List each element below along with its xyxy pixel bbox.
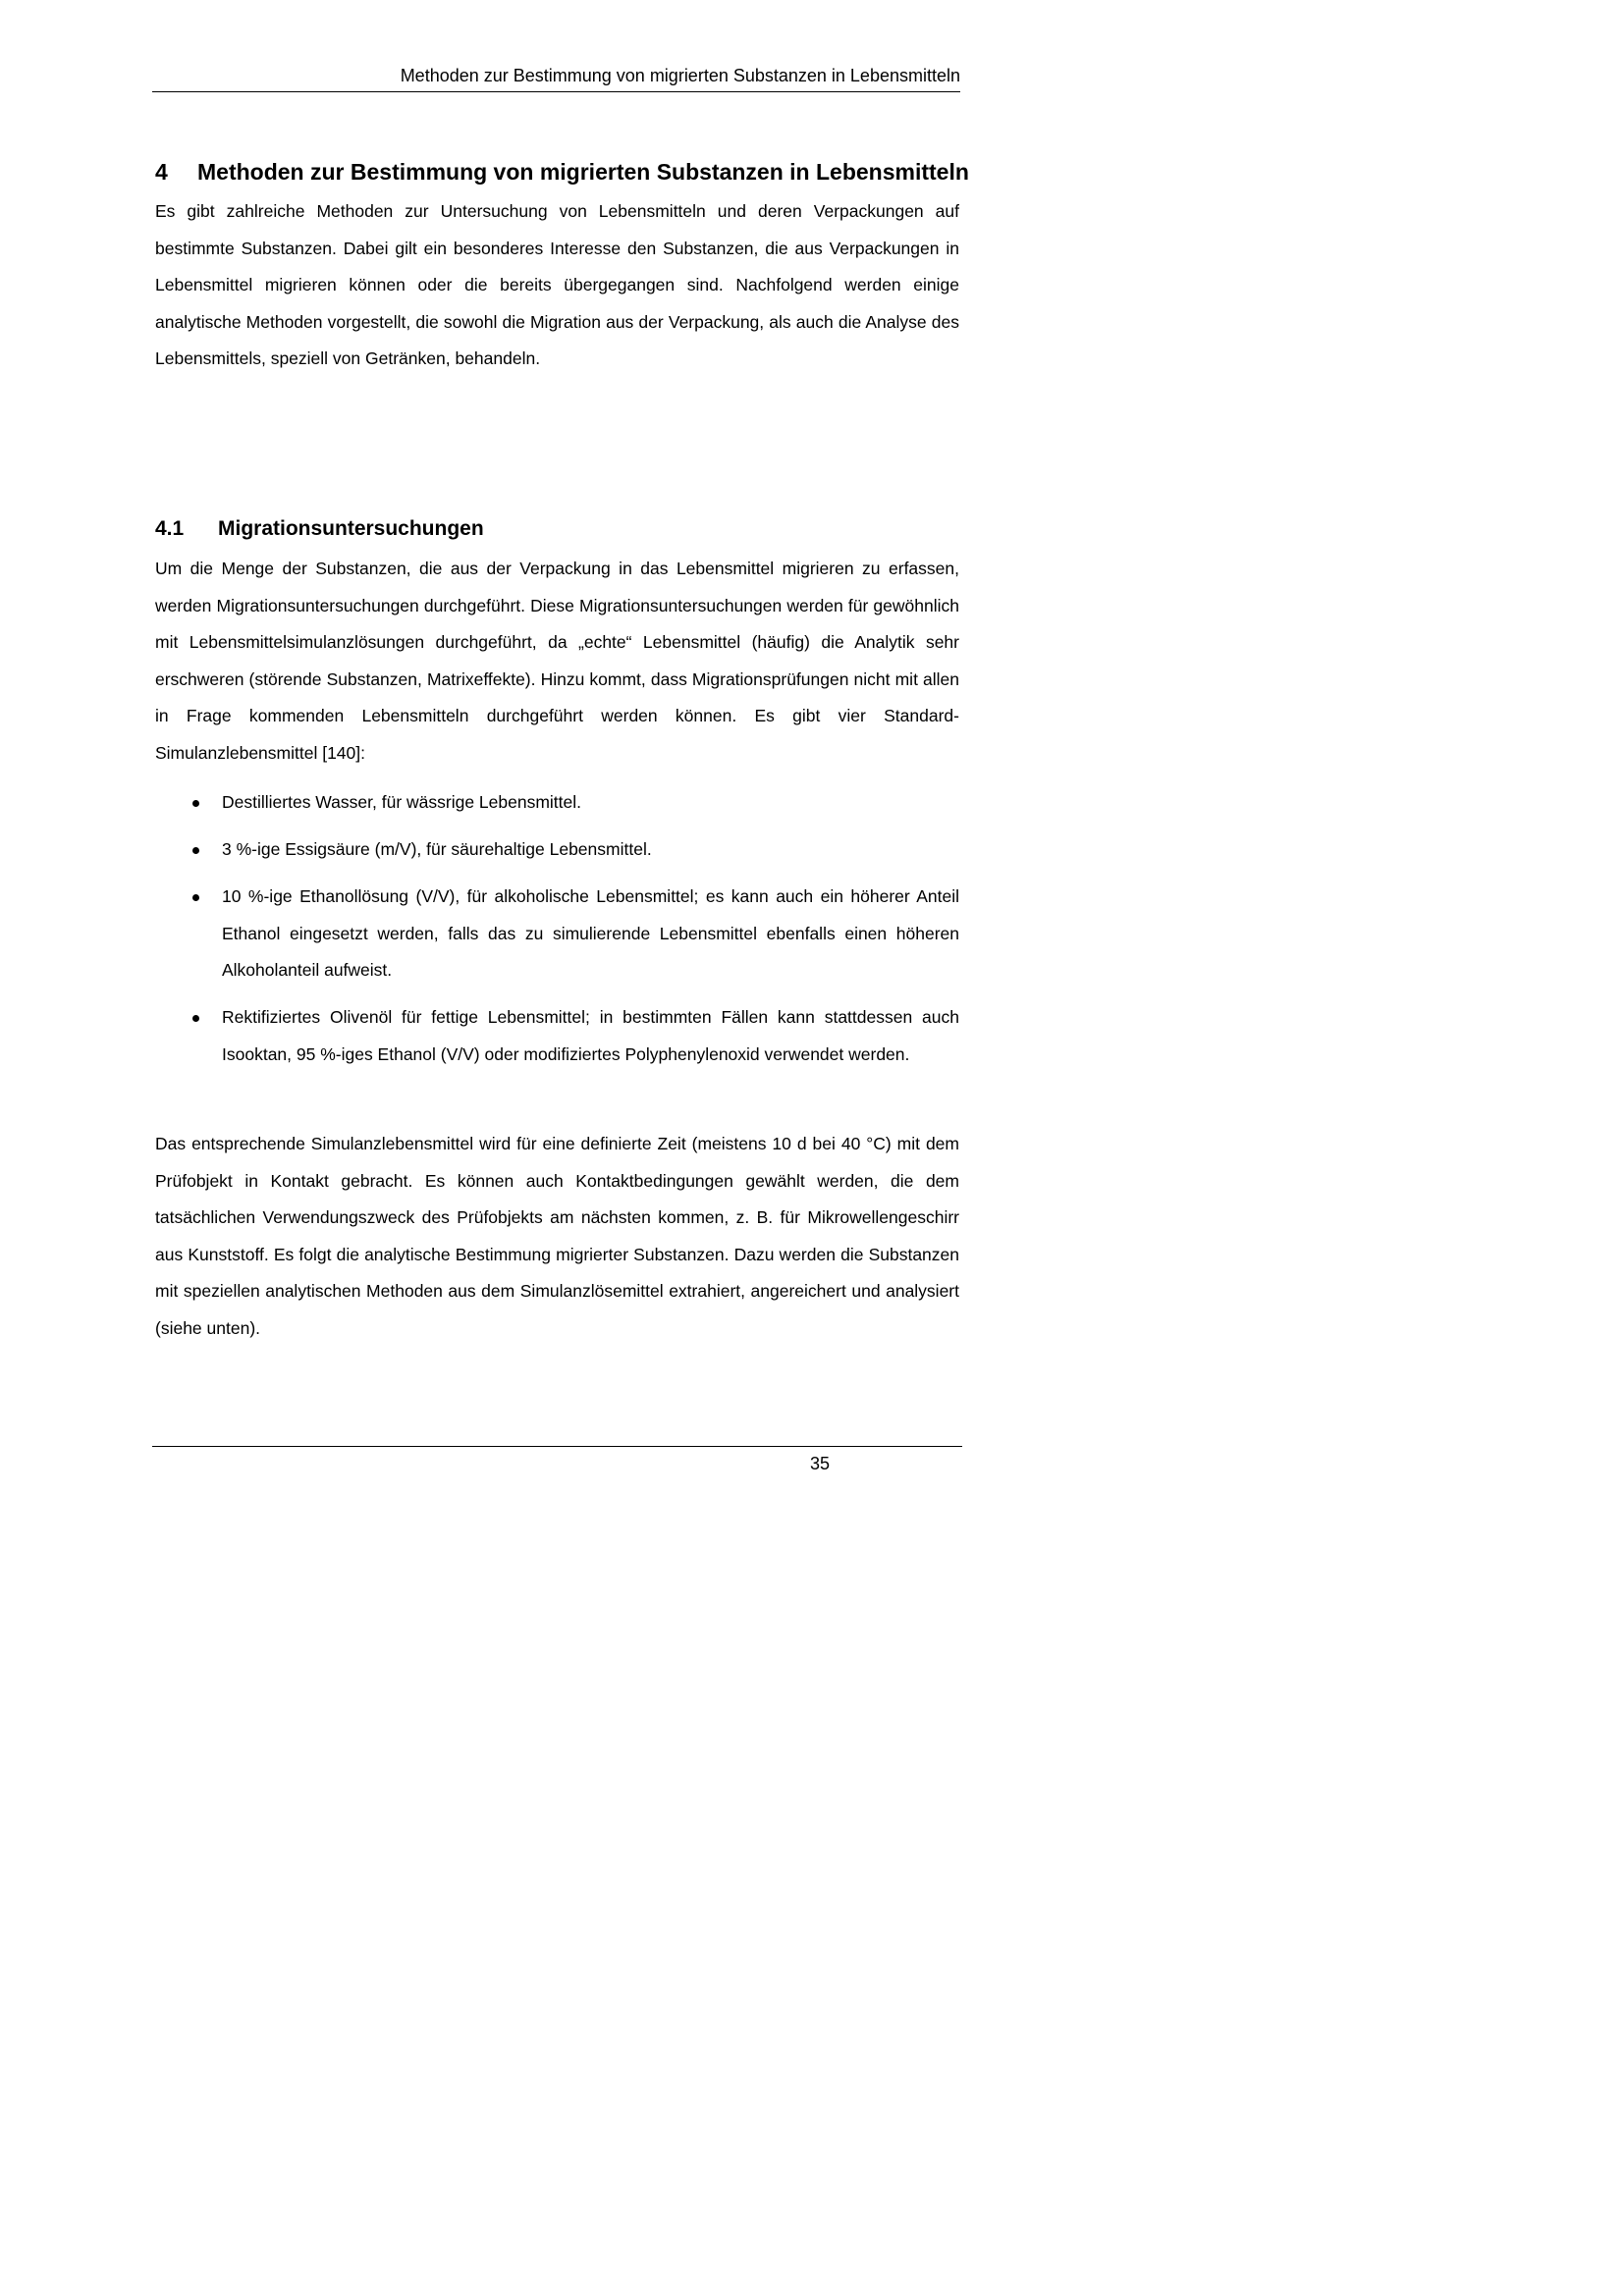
section-paragraph-2: Das entsprechende Simulanzlebensmittel wird für eine definierte Zeit (meistens 10 d bei 40 °C) mit dem Prüfobjekt in Kontakt gebracht. Es können auch Kontaktbedingungen gewählt werden, die dem tatsächlichen Verwendungszweck des Prüfobjekts am nächsten kommen, z. B. für Mikrowellengeschirr aus Kunststoff. Es folgt die analytische Bestimmung migrierter Substanzen. Dazu werden die Substanzen mit speziellen analytischen Methoden aus dem Simulanzlösemittel extrahiert, angereichert und analysiert (siehe unten). [155, 1134, 959, 1338]
list-item [155, 784, 959, 822]
list-item-text: 10 %-ige Ethanollösung (V/V), für alkoholische Lebensmittel; es kann auch ein höherer Anteil Ethanol eingesetzt werden, falls das zu simulierende Lebensmittel ebenfalls einen höheren Alkoholanteil aufweist. [222, 886, 959, 981]
bullet-icon [192, 847, 199, 854]
section-paragraph-1: Um die Menge der Substanzen, die aus der Verpackung in das Lebensmittel migrieren zu erfassen, werden Migrationsuntersuchungen durchgeführt. Diese Migrationsuntersuchungen werden für gewöhnlich mit Lebensmittelsimulanzlösungen durchgeführt, da „echte“ Lebensmittel (häufig) die Analytik sehr erschweren (störende Substanzen, Matrixeffekte). Hinzu kommt, dass Migrationsprüfungen nicht mit allen in Frage kommenden Lebensmitteln durchgeführt werden können. Es gibt vier Standard-Simulanzlebensmittel [140]: [155, 559, 959, 763]
simulant-list [155, 784, 959, 1084]
list-item [155, 831, 959, 869]
footer-rule [152, 1446, 962, 1447]
chapter-intro-paragraph: Es gibt zahlreiche Methoden zur Untersuchung von Lebensmitteln und deren Verpackungen auf bestimmte Substanzen. Dabei gilt ein besonderes Interesse den Substanzen, die aus Verpackungen in Lebensmittel migrieren können oder die bereits übergegangen sind. Nachfolgend werden einige analytische Methoden vorgestellt, die sowohl die Migration aus der Verpackung, als auch die Analyse des Lebensmittels, speziell von Getränken, behandeln. [155, 201, 959, 369]
chapter-heading [155, 153, 970, 190]
list-item-text: Destilliertes Wasser, für wässrige Lebensmittel. [222, 792, 582, 812]
page-number: 35 [809, 1454, 831, 1473]
section-heading [155, 511, 960, 547]
list-item-text: Rektifiziertes Olivenöl für fettige Lebensmittel; in bestimmten Fällen kann stattdessen auch Isooktan, 95 %-iges Ethanol (V/V) oder modifiziertes Polyphenylenoxid verwendet werden. [222, 1007, 959, 1065]
bullet-icon [192, 800, 199, 807]
list-item [155, 999, 959, 1073]
header-rule [152, 91, 960, 92]
bullet-icon [192, 1015, 199, 1022]
running-header: Methoden zur Bestimmung von migrierten Substanzen in Lebensmitteln [400, 66, 960, 85]
list-item-text: 3 %-ige Essigsäure (m/V), für säurehaltige Lebensmittel. [222, 839, 652, 860]
section-title: Migrationsuntersuchungen [218, 517, 484, 540]
bullet-icon [192, 894, 199, 901]
section-number: 4.1 [155, 517, 185, 540]
chapter-number: 4 [155, 159, 168, 185]
list-item [155, 879, 959, 989]
chapter-title: Methoden zur Bestimmung von migrierten Substanzen in Lebensmitteln [197, 159, 969, 185]
